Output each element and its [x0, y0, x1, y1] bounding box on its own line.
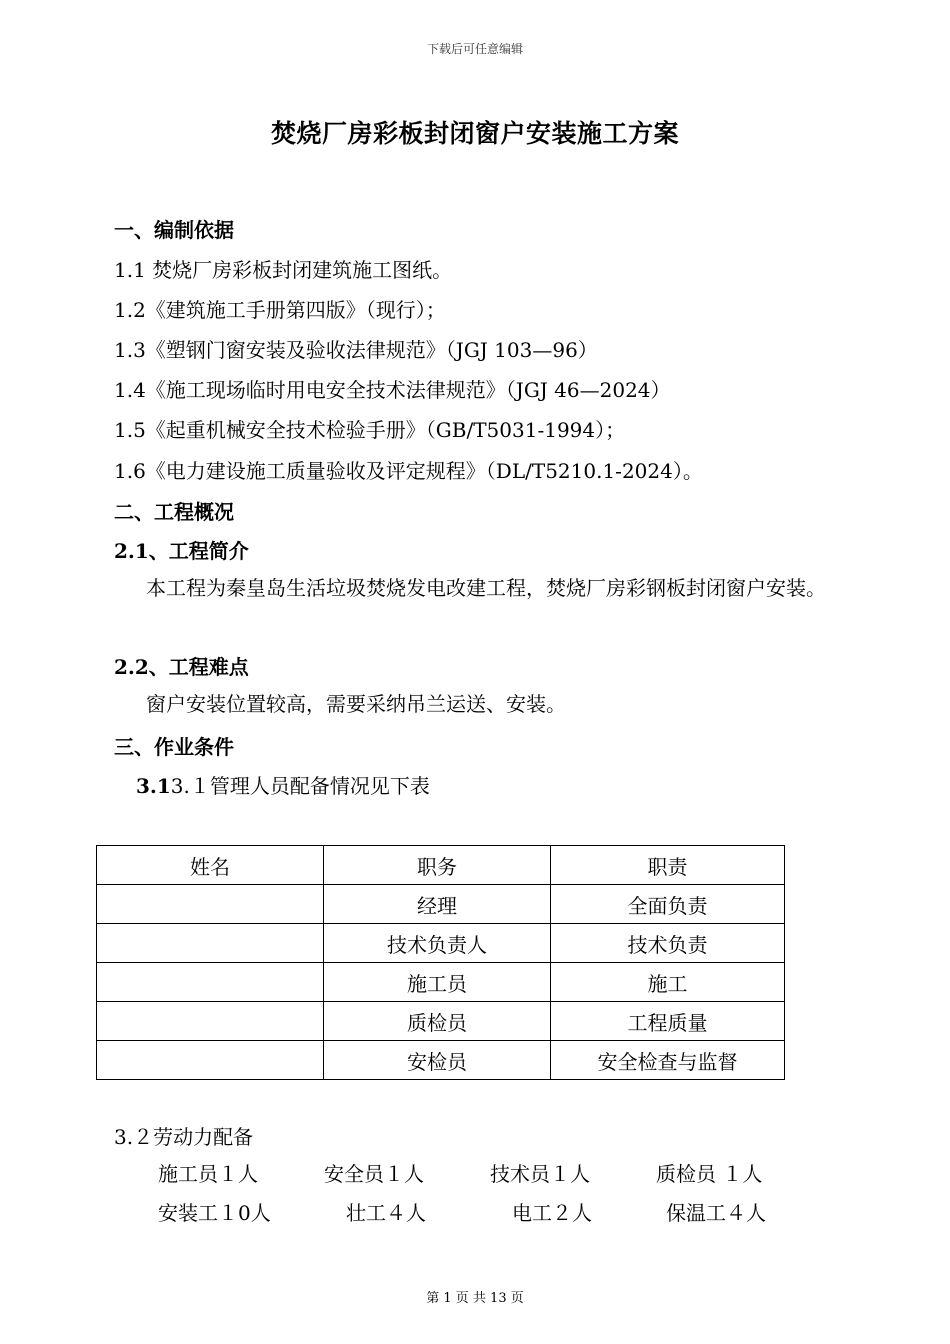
basis-item-1: 1.1 焚烧厂房彩板封闭建筑施工图纸。 — [114, 258, 453, 282]
document-title: 焚烧厂房彩板封闭窗户安装施工方案 — [270, 119, 679, 148]
labor-item: 施工员１人 — [158, 1162, 258, 1186]
section-3-1-number: 3.1 — [136, 774, 171, 798]
section-3-1-line — [136, 770, 430, 799]
labor-item: 壮工４人 — [346, 1201, 426, 1225]
table-header-cell: 职务 — [324, 846, 551, 885]
table-header-cell: 姓名 — [97, 846, 324, 885]
table-header-row — [97, 846, 785, 885]
project-intro-paragraph: 本工程为秦皇岛生活垃圾焚烧发电改建工程，焚烧厂房彩钢板封闭窗户安装。 — [146, 576, 826, 600]
labor-item: 电工２人 — [512, 1201, 592, 1225]
labor-item: 质检员 １人 — [656, 1162, 763, 1186]
table-row — [97, 1041, 785, 1080]
basis-item-2: 1.2《建筑施工手册第四版》（现行）； — [114, 298, 446, 322]
basis-item-4: 1.4《施工现场临时用电安全技术法律规范》（JGJ 46—2024） — [114, 378, 671, 402]
table-row — [97, 963, 785, 1002]
basis-item-5: 1.5《起重机械安全技术检验手册》（GB/T5031-1994）； — [114, 418, 626, 442]
table-cell — [97, 1041, 324, 1080]
labor-item: 安全员１人 — [324, 1162, 424, 1186]
basis-item-3: 1.3《塑钢门窗安装及验收法律规范》（JGJ 103—96） — [114, 338, 598, 362]
page-footer: 第 1 页 共 13 页 — [426, 1291, 524, 1306]
table-cell: 施工员 — [324, 963, 551, 1002]
section-3-heading: 三、作业条件 — [114, 735, 234, 759]
labor-item: 保温工４人 — [666, 1201, 766, 1225]
table-row — [97, 924, 785, 963]
table-cell: 施工 — [551, 963, 785, 1002]
staff-table — [96, 845, 785, 1080]
table-cell — [97, 885, 324, 924]
table-row — [97, 885, 785, 924]
section-3-2-heading: 3.２劳动力配备 — [114, 1125, 254, 1149]
table-cell: 质检员 — [324, 1002, 551, 1041]
basis-item-6: 1.6《电力建设施工质量验收及评定规程》（DL/T5210.1-2024）。 — [114, 459, 703, 483]
table-cell — [97, 963, 324, 1002]
table-cell: 技术负责 — [551, 924, 785, 963]
section-1-heading: 一、编制依据 — [114, 218, 234, 242]
section-2-2-heading: 2.2、工程难点 — [114, 655, 249, 679]
labor-item: 技术员１人 — [490, 1162, 590, 1186]
table-cell: 全面负责 — [551, 885, 785, 924]
table-cell — [97, 924, 324, 963]
table-cell: 安检员 — [324, 1041, 551, 1080]
section-2-heading: 二、工程概况 — [114, 500, 234, 524]
section-2-1-heading: 2.1、工程简介 — [114, 539, 249, 563]
difficulty-paragraph: 窗户安装位置较高，需要采纳吊兰运送、安装。 — [146, 692, 566, 716]
page-header: 下载后可任意编辑 — [426, 42, 523, 56]
table-cell: 技术负责人 — [324, 924, 551, 963]
section-3-1-text: 3.１管理人员配备情况见下表 — [170, 774, 430, 798]
table-cell: 工程质量 — [551, 1002, 785, 1041]
table-row — [97, 1002, 785, 1041]
table-cell — [97, 1002, 324, 1041]
table-header-cell: 职责 — [551, 846, 785, 885]
table-cell: 经理 — [324, 885, 551, 924]
labor-item: 安装工１0人 — [158, 1201, 271, 1225]
table-cell: 安全检查与监督 — [551, 1041, 785, 1080]
